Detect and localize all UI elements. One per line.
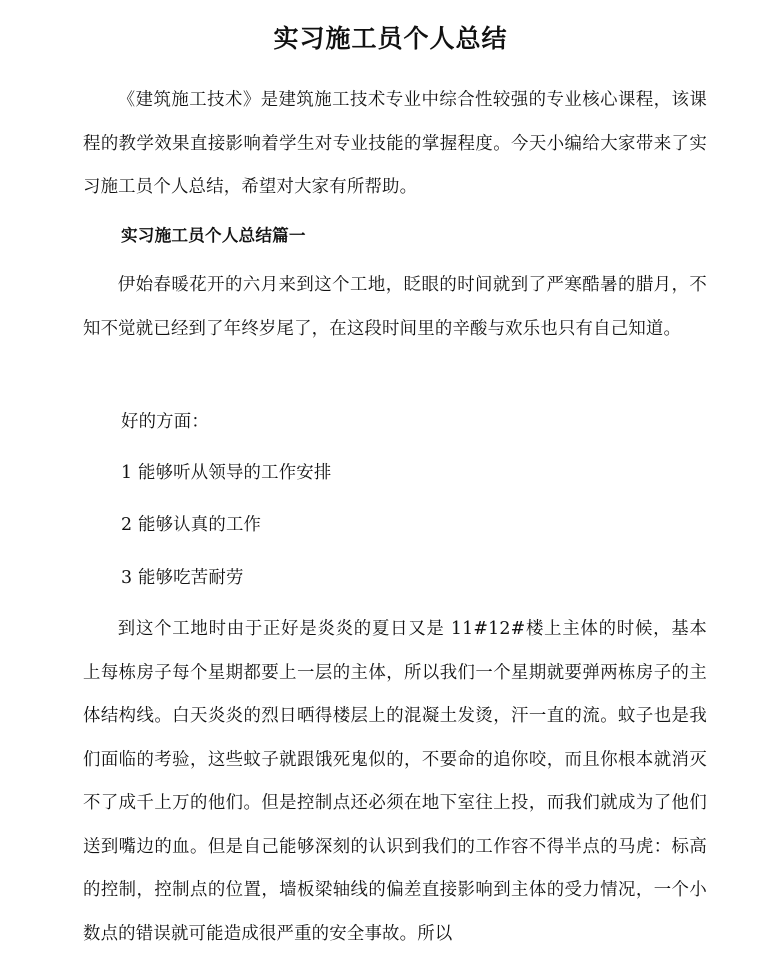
intro-paragraph: 《建筑施工技术》是建筑施工技术专业中综合性较强的专业核心课程，该课程的教学效果直接影响着学生对专业技能的掌握程度。今天小编给大家带来了实习施工员个人总结，希望对大家有所帮助。 bbox=[83, 90, 707, 197]
list-item: 3 能够吃苦耐劳 bbox=[121, 568, 244, 588]
section-heading: 实习施工员个人总结篇一 bbox=[121, 226, 306, 245]
paragraph-1: 伊始春暖花开的六月来到这个工地，眨眼的时间就到了严寒酷暑的腊月，不知不觉就已经到了年终岁尾了，在这段时间里的辛酸与欢乐也只有自己知道。 bbox=[83, 275, 707, 339]
list-item: 2 能够认真的工作 bbox=[121, 515, 262, 535]
list-item: 1 能够听从领导的工作安排 bbox=[121, 463, 332, 483]
paragraph-2: 到这个工地时由于正好是炎炎的夏日又是 11#12#楼上主体的时候，基本上每栋房子每个星期都要上一层的主体，所以我们一个星期就要弹两栋房子的主体结构线。白天炎炎的烈日晒得楼层上的混凝土发烫，汗一直的流。蚊子也是我们面临的考验，这些蚊子就跟饿死鬼似的，不要命的追你咬，而且你根本就消灭不了成千上万的他们。但是控制点还必须在地下室往上投，而我们就成为了他们送到嘴边的血。但是自己能够深刻的认识到我们的工作容不得半点的马虎：标高的控制，控制点的位置，墙板梁轴线的偏差直接影响到主体的受力情况，一个小数点的错误就可能造成很严重的安全事故。所以 bbox=[83, 619, 707, 944]
good-aspects-label: 好的方面： bbox=[121, 412, 209, 432]
document-title: 实习施工员个人总结 bbox=[273, 24, 508, 53]
